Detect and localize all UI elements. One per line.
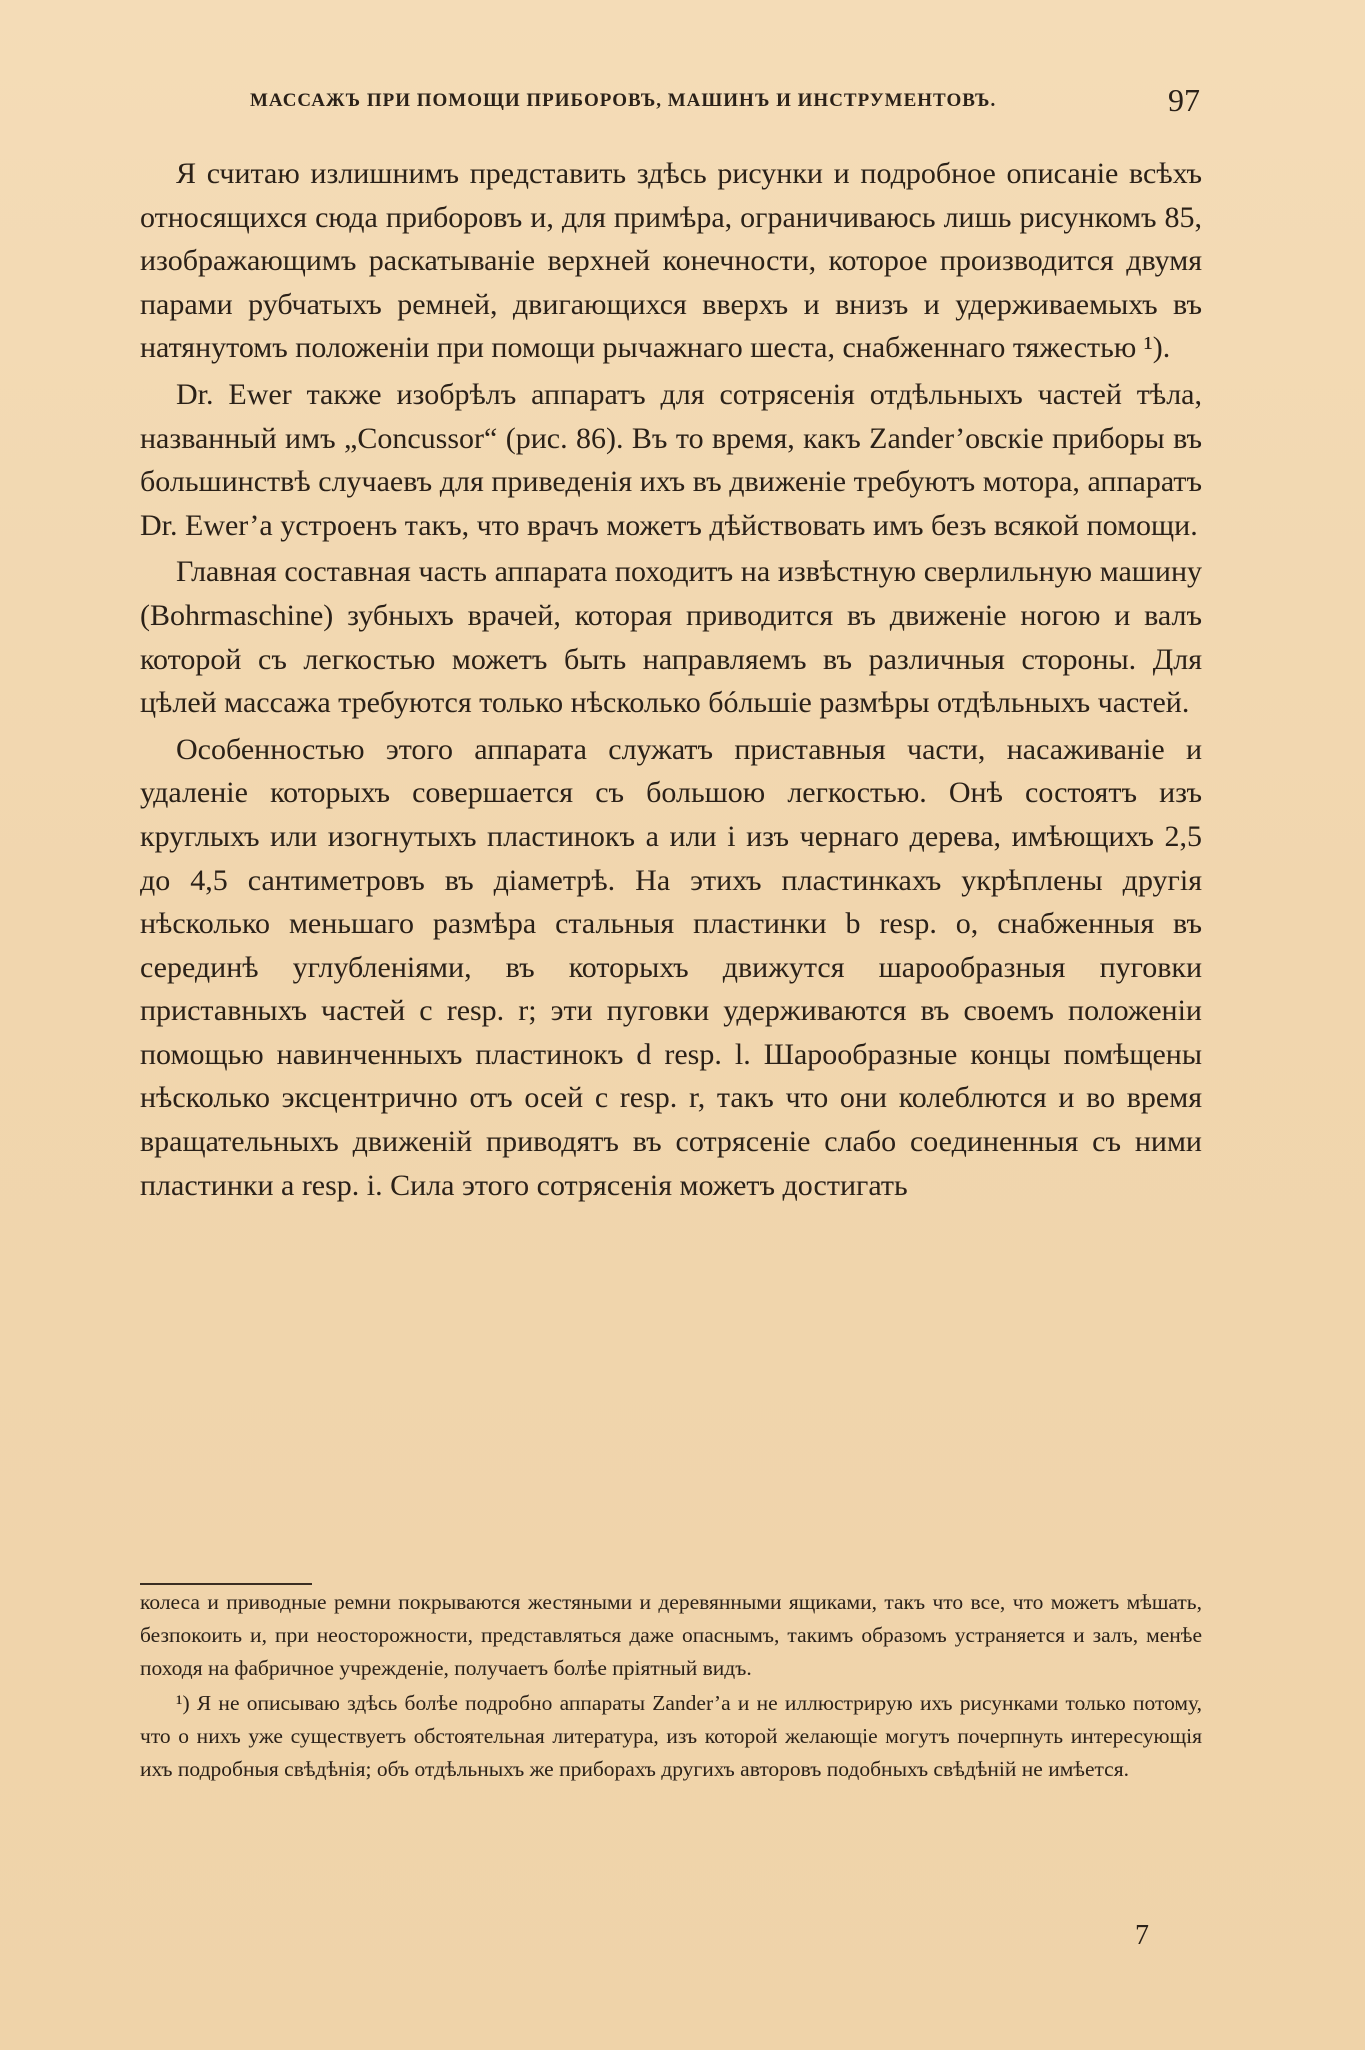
main-text xyxy=(140,152,1202,1210)
paragraph: Главная составная часть аппарата походитъ на извѣстную сверлильную машину (Bohrmaschine) зубныхъ врачей, которая приводится въ движеніе ногою и валъ которой съ легкостью можетъ быть направляемъ въ различныя стороны. Для цѣлей массажа требуются только нѣсколько бóльшіе размѣры отдѣльныхъ частей. xyxy=(140,555,1202,720)
paragraph: Я считаю излишнимъ представить здѣсь рисунки и подробное описаніе всѣхъ относящихся сюда приборовъ и, для примѣра, ограничиваюсь лишь рисункомъ 85, изображающимъ раскатываніе верхней конечности, которое производится двумя парами рубчатыхъ ремней, двигающихся вверхъ и внизъ и удерживаемыхъ въ натянутомъ положеніи при помощи рычажнаго шеста, снабженнаго тяжестью ¹). xyxy=(140,157,1202,365)
page-number: 97 xyxy=(1168,82,1200,118)
running-head xyxy=(240,84,1200,124)
footnote-1: ¹) Я не описываю здѣсь болѣе подробно аппараты Zander’a и не иллюстрирую ихъ рисунками только потому, что о нихъ уже существуетъ обстоятельная литература, изъ которой желающіе могутъ почерпнуть интересующія ихъ подробныя свѣдѣнія; объ отдѣльныхъ же приборахъ другихъ авторовъ подобныхъ свѣдѣній не имѣется. xyxy=(140,1691,1202,1781)
footnote-divider xyxy=(140,1583,312,1585)
footnotes xyxy=(140,1586,1202,1789)
paragraph: Особенностью этого аппарата служатъ приставныя части, насаживаніе и удаленіе которыхъ совершается съ большою легкостью. Онѣ состоятъ изъ круглыхъ или изогнутыхъ пластинокъ a или i изъ чернаго дерева, имѣющихъ 2,5 до 4,5 сантиметровъ въ діаметрѣ. На этихъ пластинкахъ укрѣплены другія нѣсколько меньшаго размѣра стальныя пластинки b resp. o, снабженныя въ серединѣ углубленіями, въ которыхъ движутся шарообразныя пуговки приставныхъ частей c resp. r; эти пуговки удерживаются въ своемъ положеніи помощью навинченныхъ пластинокъ d resp. l. Шарообразные концы помѣщены нѣсколько эксцентрично отъ осей c resp. r, такъ что они колеблются и во время вращательныхъ движеній приводятъ въ сотрясеніе слабо соединенныя съ ними пластинки a resp. i. Сила этого сотрясенія можетъ достигать xyxy=(140,732,1202,1202)
running-title: МАССАЖЪ ПРИ ПОМОЩИ ПРИБОРОВЪ, МАШИНЪ И ИНСТРУМЕНТОВЪ. xyxy=(250,90,997,111)
paragraph: Dr. Ewer также изобрѣлъ аппаратъ для сотрясенія отдѣльныхъ частей тѣла, названный имъ „Concussor“ (рис. 86). Въ то время, какъ Zander’овскіе приборы въ большинствѣ случаевъ для приведенія ихъ въ движеніе требуютъ мотора, аппаратъ Dr. Ewer’a устроенъ такъ, что врачъ можетъ дѣйствовать имъ безъ всякой помощи. xyxy=(140,377,1202,542)
footnote-continuation: колеса и приводные ремни покрываются жестяными и деревянными ящиками, такъ что все, что можетъ мѣшать, безпокоить и, при неосторожности, представляться даже опаснымъ, такимъ образомъ устраняется и залъ, менѣе походя на фабричное учрежденіе, получаетъ болѣе пріятный видъ. xyxy=(140,1590,1202,1680)
signature-mark: 7 xyxy=(1135,1920,1149,1951)
